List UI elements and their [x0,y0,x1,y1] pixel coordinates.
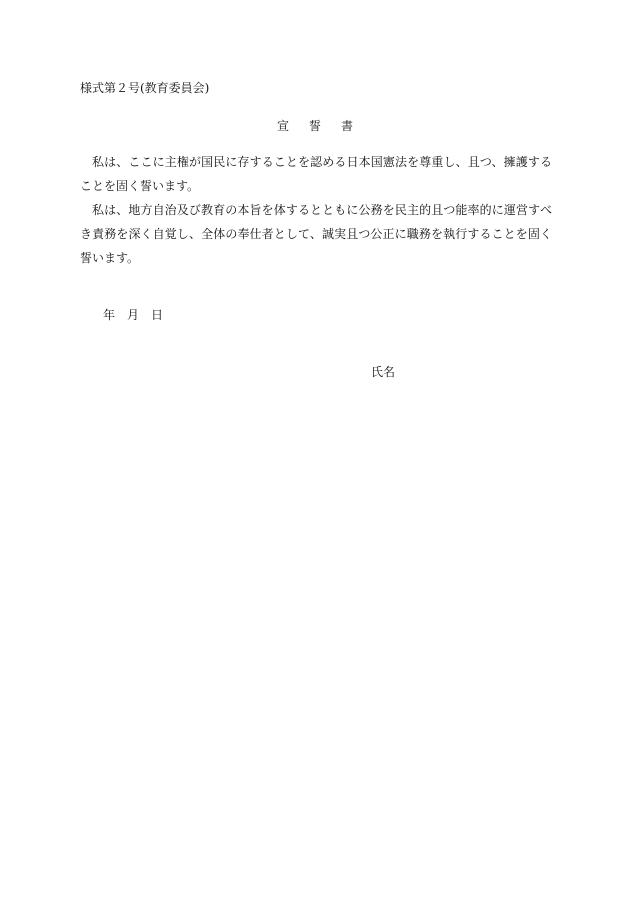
oath-body [80,150,552,270]
oath-paragraph-1: 私は、ここに主権が国民に存することを認める日本国憲法を尊重し、且つ、擁護することを固く誓います。 [80,155,552,193]
name-label: 氏名 [371,365,396,379]
oath-paragraph-2: 私は、地方自治及び教育の本旨を体するとともに公務を民主的且つ能率的に運営すべき責務を深く自覚し、全体の奉仕者として、誠実且つ公正に職務を執行することを固く誓います。 [80,203,552,265]
document-title: 宣誓書 [276,119,373,133]
year-label: 年 [103,308,116,322]
month-label: 月 [127,308,140,322]
form-number: 様式第２号(教育委員会) [80,81,210,95]
date-line [103,307,163,323]
day-label: 日 [151,308,164,322]
